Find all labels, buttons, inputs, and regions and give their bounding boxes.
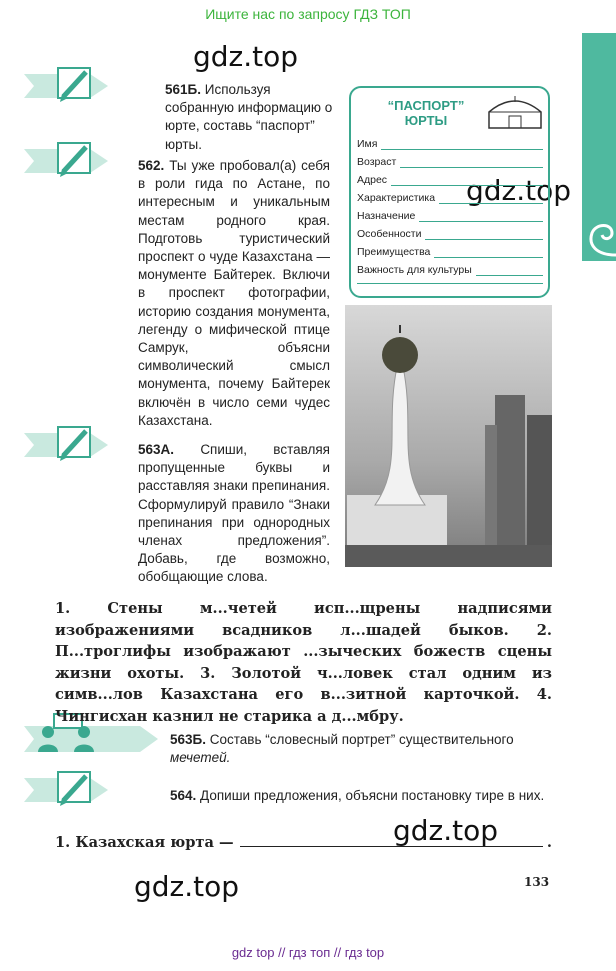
task-text: Составь “словесный портрет” существительного bbox=[209, 732, 514, 747]
watermark: gdz.top bbox=[393, 814, 499, 847]
swirl-icon bbox=[582, 33, 616, 261]
pencil-icon bbox=[24, 141, 108, 181]
passport-row: Особенности bbox=[357, 228, 543, 240]
task-564 bbox=[170, 787, 555, 805]
passport-row: Возраст bbox=[357, 156, 543, 168]
task-number: 564. bbox=[170, 788, 197, 803]
task-number: 561Б. bbox=[165, 82, 201, 97]
task-number: 562. bbox=[138, 158, 165, 173]
passport-row: Важность для культуры bbox=[357, 264, 543, 276]
passport-row: Преимущества bbox=[357, 246, 543, 258]
task-word: мечетей. bbox=[170, 750, 231, 766]
task-number: 563А. bbox=[138, 442, 175, 457]
passport-row: Адрес bbox=[357, 174, 543, 186]
passport-row-blank bbox=[357, 282, 543, 284]
watermark: gdz.top bbox=[134, 870, 240, 903]
footer-links[interactable]: gdz top // гдз топ // гдз top bbox=[231, 945, 385, 960]
yurt-passport-card bbox=[349, 86, 550, 298]
task-562 bbox=[138, 157, 330, 430]
task-563a bbox=[138, 441, 330, 587]
task-text: Используя собранную информацию о юрте, составь “паспорт” юрты. bbox=[165, 82, 333, 152]
passport-row: Характеристика bbox=[357, 192, 543, 204]
task-number: 563Б. bbox=[170, 732, 206, 747]
answer-line bbox=[240, 846, 543, 847]
pencil-icon bbox=[24, 425, 108, 465]
task-563b bbox=[170, 731, 555, 767]
task-text: Спиши, вставляя пропущенные буквы и расставляя знаки препинания. Сформулируй правило “Знаки препинания при однородных членах предложения”. Добавь, где возможно, обобщающие слова. bbox=[138, 442, 330, 585]
passport-title-line: ЮРТЫ bbox=[404, 113, 448, 128]
page-number: 133 bbox=[524, 875, 550, 889]
pencil-icon bbox=[24, 66, 108, 106]
side-tab bbox=[582, 33, 616, 261]
exercise-563a-text: 1. Стены м...четей исп...щрены надписями изображениями всадников л...шадей быков. 2. П...троглифы изображают ...зыческих божеств сцены жизни охоты. 3. Золотой ч...ловек стал одним из симв...лов Казахстана его в...зитной карточкой. 4. Чингисхан казнил не старика а д...мбру. bbox=[55, 600, 552, 725]
yurt-icon bbox=[485, 92, 545, 130]
passport-title bbox=[371, 98, 481, 128]
baiterek-photo bbox=[345, 305, 552, 567]
passport-row: Имя bbox=[357, 138, 543, 150]
task-text: Допиши предложения, объясни постановку тире в них. bbox=[200, 788, 545, 803]
top-search-link[interactable]: Ищите нас по запросу ГДЗ ТОП bbox=[205, 6, 411, 22]
watermark: gdz.top bbox=[193, 40, 299, 73]
passport-title-line: “ПАСПОРТ” bbox=[387, 98, 465, 113]
exercise-564 bbox=[55, 834, 552, 851]
exercise-564-start: 1. Казахская юрта — bbox=[55, 834, 234, 851]
task-text: Ты уже пробовал(а) себя в роли гида по Астане, по интересным и уникальным местам родного края. Подготовь туристический проспект о чуде Казахстана — монументе Байтерек. Включи в проспект фотографии, историю создания монумента, легенду о мифической птице Самрук, объясни символический смысл монумента, почему Байтерек включён в число семи чудес Казахстана. bbox=[138, 158, 330, 428]
watermark: gdz.top bbox=[466, 174, 572, 207]
pencil-icon bbox=[24, 770, 108, 810]
task-561b bbox=[165, 81, 337, 154]
exercise-564-end: . bbox=[546, 834, 552, 851]
passport-row: Назначение bbox=[357, 210, 543, 222]
